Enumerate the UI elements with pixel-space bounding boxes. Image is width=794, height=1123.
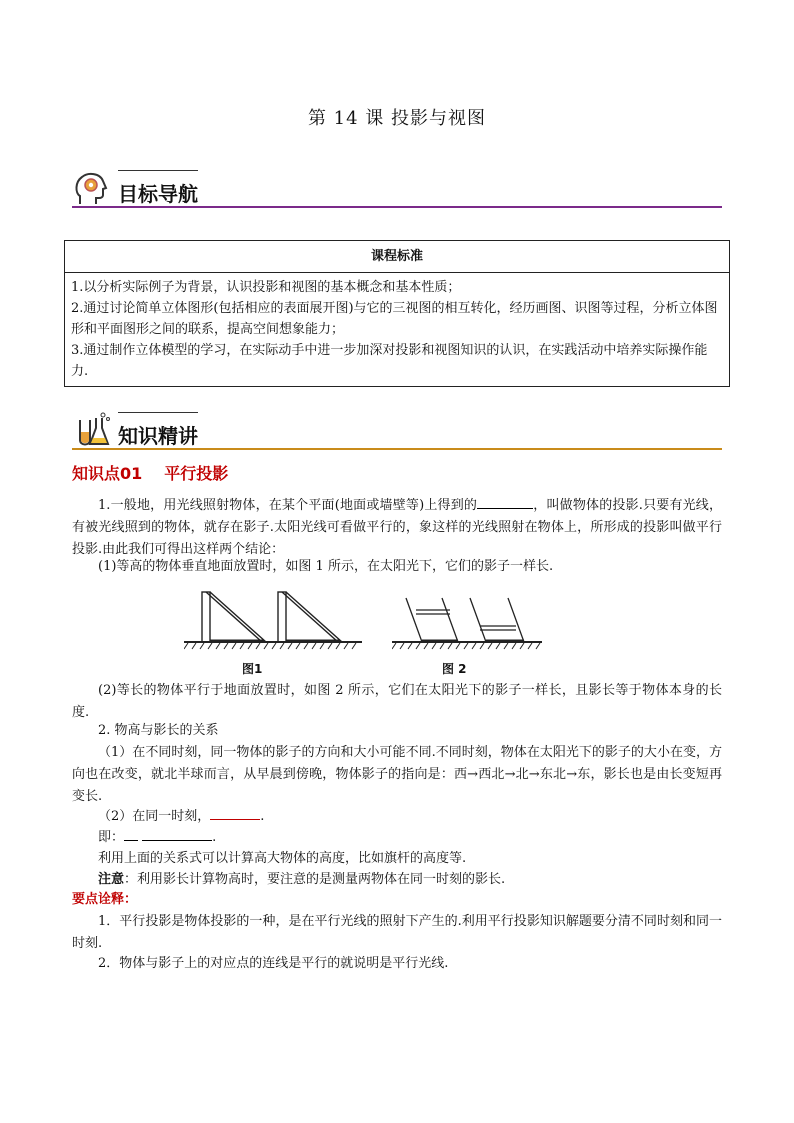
note-text: ：利用影长计算物高时，要注意的是测量两物体在同一时刻的影长. bbox=[124, 872, 506, 887]
paragraph-4: 2. 物高与影长的关系 bbox=[98, 723, 219, 738]
paragraph-6-text: （2）在同一时刻， bbox=[98, 809, 211, 824]
standard-table-row bbox=[65, 273, 730, 387]
paragraph-7 bbox=[72, 826, 722, 849]
paragraph-7-end: . bbox=[212, 830, 217, 845]
paragraph-3: (2)等长的物体平行于地面放置时，如图 2 所示，它们在太阳光下的影子一样长，且影长等于物体本身的长度. bbox=[72, 683, 722, 720]
fill-blank bbox=[210, 805, 260, 820]
page-title: 第 14 课 投影与视图 bbox=[307, 108, 487, 129]
figure-2 bbox=[392, 594, 542, 656]
key-point-2: 2．物体与影子上的对应点的连线是平行的就说明是平行光线. bbox=[98, 956, 449, 971]
section-goal-label: 目标导航 bbox=[118, 182, 198, 206]
note-label: 注意 bbox=[98, 872, 125, 887]
section-knowledge-label: 知识精讲 bbox=[118, 424, 198, 448]
section-topline bbox=[118, 412, 198, 413]
paragraph-7-text: 即： bbox=[98, 830, 125, 845]
paragraph-1 bbox=[72, 494, 722, 561]
head-gear-icon bbox=[72, 168, 112, 208]
section-goal bbox=[72, 168, 722, 208]
section-knowledge bbox=[72, 410, 722, 450]
paragraph-1-text: 1.一般地，用光线照射物体，在某个平面(地面或墙壁等)上得到的 bbox=[98, 498, 478, 513]
fill-blank bbox=[142, 826, 212, 841]
standard-table-header: 课程标准 bbox=[65, 241, 730, 273]
standard-table bbox=[64, 240, 730, 387]
paragraph-1-text-b: ，叫做物体的投影.只要有光线，有被光线照到的物体，就存在影子.太阳光线可看做平行的，象这样的光线照射在物体上，所形成的投影叫做平行投影.由此我们可得出这样两个结论： bbox=[72, 498, 722, 557]
fill-blank bbox=[124, 826, 138, 841]
knowledge-point-heading bbox=[72, 461, 250, 484]
paragraph-6-end: . bbox=[260, 809, 265, 824]
figure-1-caption: 图1 bbox=[242, 662, 263, 676]
paragraph-5: （1）在不同时刻，同一物体的影子的方向和大小可能不同.不同时刻，物体在太阳光下的影子的大小在变，方向也在改变，就北半球而言，从早晨到傍晚，物体影子的指向是：西→西北→北→东北→东，影长也是由长变短再变长. bbox=[72, 745, 722, 804]
standard-item-2: 2.通过讨论简单立体图形(包括相应的表面展开图)与它的三视图的相互转化，经历画图、识图等过程，分析立体图形和平面图形之间的联系，提高空间想象能力； bbox=[71, 301, 718, 337]
section-divider bbox=[72, 448, 722, 450]
knowledge-point-number: 知识点01 bbox=[72, 464, 143, 483]
section-divider bbox=[72, 206, 722, 208]
paragraph-2: (1)等高的物体垂直地面放置时，如图 1 所示，在太阳光下，它们的影子一样长. bbox=[98, 559, 554, 574]
knowledge-point-name: 平行投影 bbox=[164, 464, 229, 483]
section-topline bbox=[118, 170, 198, 171]
flask-icon bbox=[72, 410, 112, 450]
figure-2-caption: 图 2 bbox=[442, 662, 467, 676]
paragraph-9 bbox=[72, 869, 722, 891]
figure-1 bbox=[184, 584, 362, 654]
paragraph-8: 利用上面的关系式可以计算高大物体的高度，比如旗杆的高度等. bbox=[98, 851, 467, 866]
standard-item-3: 3.通过制作立体模型的学习，在实际动手中进一步加深对投影和视图知识的认识，在实践活动中培养实际操作能力. bbox=[71, 343, 708, 379]
key-point-1: 1．平行投影是物体投影的一种，是在平行光线的照射下产生的.利用平行投影知识解题要分清不同时刻和同一时刻. bbox=[72, 914, 722, 951]
key-points-label: 要点诠释： bbox=[72, 892, 138, 907]
standard-item-1: 1.以分析实际例子为背景，认识投影和视图的基本概念和基本性质； bbox=[71, 280, 461, 295]
fill-blank bbox=[477, 494, 533, 509]
paragraph-6 bbox=[72, 805, 722, 828]
